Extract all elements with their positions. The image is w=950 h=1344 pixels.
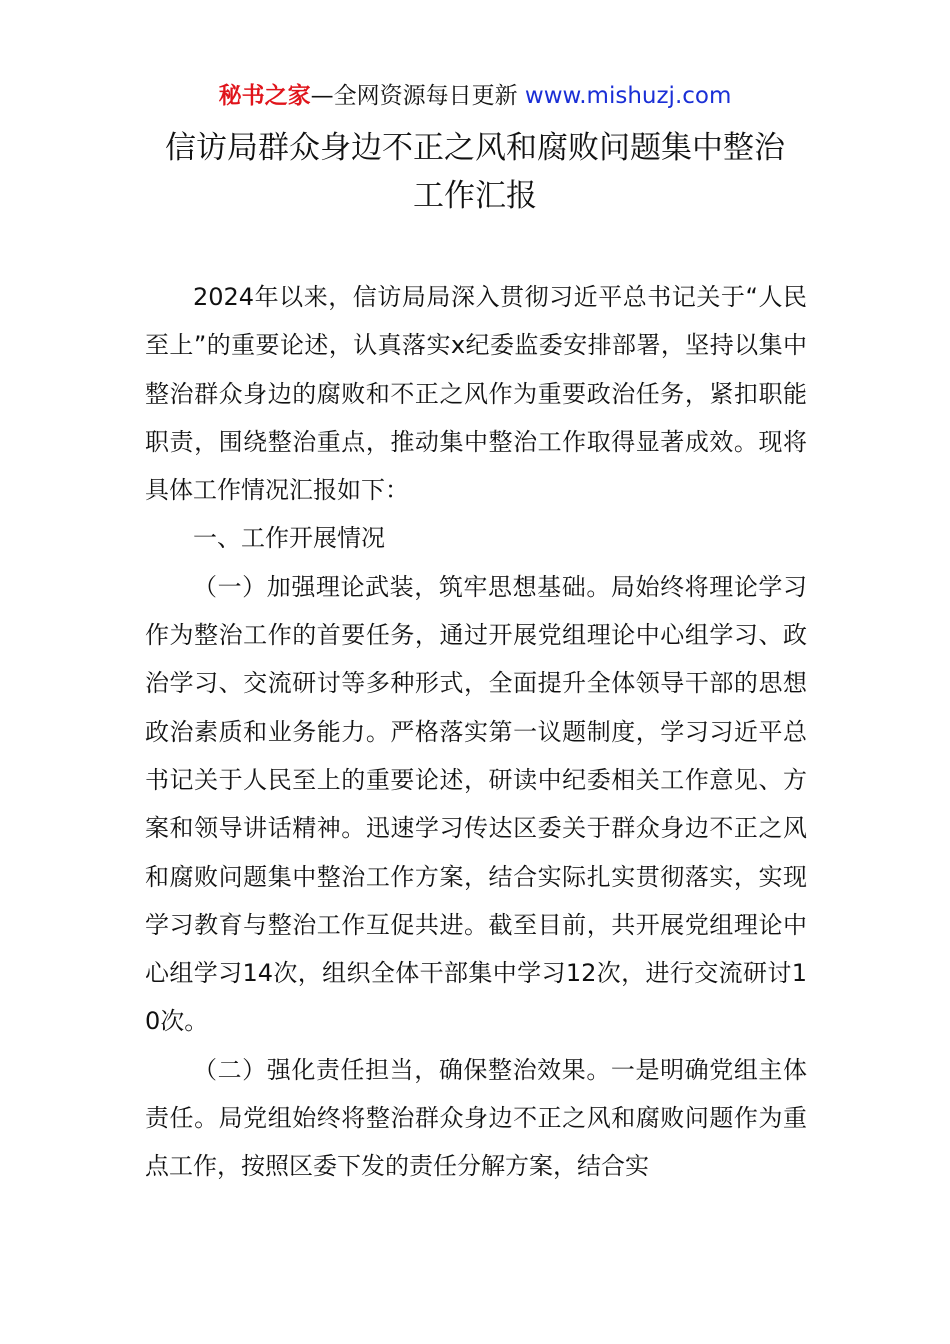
document-title-line-2: 工作汇报 [413, 178, 537, 214]
section-heading: 一、工作开展情况 [193, 524, 385, 553]
body-paragraph: （一）加强理论武装，筑牢思想基础。局始终将理论学习作为整治工作的首要任务，通过开展党组理论中心组学习、政治学习、交流研讨等多种形式，全面提升全体领导干部的思想政治素质和业务能力。严格落实第一议题制度，学习习近平总书记关于人民至上的重要论述，研读中纪委相关工作意见、方案和领导讲话精神。迅速学习传达区委关于群众身边不正之风和腐败问题集中整治工作方案，结合实际扎实贯彻落实，实现学习教育与整治工作互促共进。截至目前，共开展党组理论中心组学习14次，组织全体干部集中学习12次，进行交流研讨10次。 [145, 572, 807, 1036]
document-body [145, 273, 807, 1191]
document-title [100, 124, 850, 220]
document-title-line-1: 信访局群众身边不正之风和腐败问题集中整治 [165, 130, 785, 166]
site-url-link[interactable]: www.mishuzj.com [524, 83, 732, 109]
intro-paragraph: 2024年以来，信访局局深入贯彻习近平总书记关于“人民至上”的重要论述，认真落实x纪委监委安排部署，坚持以集中整治群众身边的腐败和不正之风作为重要政治任务，紧扣职能职责，围绕整治重点，推动集中整治工作取得显著成效。现将具体工作情况汇报如下： [145, 283, 807, 505]
body-paragraph: （二）强化责任担当，确保整治效果。一是明确党组主体责任。局党组始终将整治群众身边不正之风和腐败问题作为重点工作，按照区委下发的责任分解方案，结合实 [145, 1055, 807, 1181]
site-brand: 秘书之家 [218, 83, 311, 109]
site-tagline: —全网资源每日更新 [310, 83, 525, 109]
site-header [0, 82, 950, 110]
